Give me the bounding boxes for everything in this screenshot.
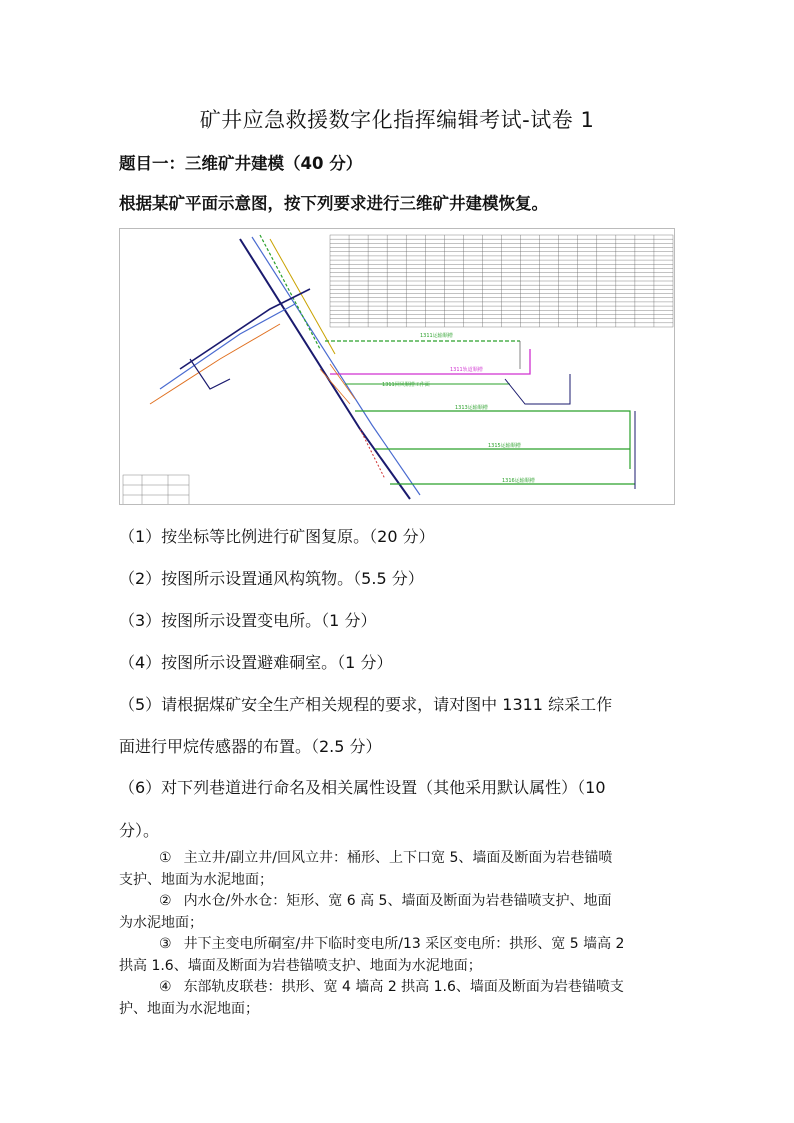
task-item: （5）请根据煤矿安全生产相关规程的要求，请对图中 1311 综采工作 — [119, 695, 613, 714]
task-item: （4）按图所示设置避难硐室。（1 分） — [119, 653, 393, 672]
roadway-label: 1311运输顺槽 — [420, 333, 453, 339]
sub-item-number: ③ — [159, 936, 172, 952]
sub-item-number: ④ — [159, 979, 172, 995]
coordinate-table — [330, 235, 673, 327]
mine-plan-figure — [119, 228, 675, 505]
sub-item-text: 内水仓/外水仓：矩形、宽 6 高 5、墙面及断面为岩巷锚喷支护、地面 — [183, 893, 612, 909]
sub-item-text-continued: 护、地面为水泥地面； — [119, 1001, 259, 1017]
task-item: （3）按图所示设置变电所。（1 分） — [119, 611, 377, 630]
mine-plan-drawing — [120, 229, 675, 505]
sub-item-text-continued: 支护、地面为水泥地面； — [119, 872, 273, 888]
roadway-label: 1315运输顺槽 — [488, 443, 521, 449]
roadway-label: 1313运输顺槽 — [455, 405, 488, 411]
sub-item-number: ② — [159, 893, 172, 909]
task-item: （1）按坐标等比例进行矿图复原。（20 分） — [119, 527, 435, 546]
task-item: 分）。 — [119, 821, 160, 840]
task-item: （2）按图所示设置通风构筑物。（5.5 分） — [119, 569, 424, 588]
roadway-label: 1316运输顺槽 — [502, 478, 535, 484]
sub-item-text: 主立井/副立井/回风立井：桶形、上下口宽 5、墙面及断面为岩巷锚喷 — [183, 850, 613, 866]
question-instruction: 根据某矿平面示意图，按下列要求进行三维矿井建模恢复。 — [119, 194, 548, 213]
sub-item — [119, 847, 679, 891]
sub-item-text-continued: 拱高 1.6、墙面及断面为岩巷锚喷支护、地面为水泥地面； — [119, 958, 482, 974]
task-item: （6）对下列巷道进行命名及相关属性设置（其他采用默认属性）（10 — [119, 778, 606, 797]
sub-item — [119, 976, 679, 1020]
roadway-network — [150, 235, 635, 499]
sub-item-text-continued: 为水泥地面； — [119, 915, 203, 931]
sub-item-text: 东部轨皮联巷：拱形、宽 4 墙高 2 拱高 1.6、墙面及断面为岩巷锚喷支 — [183, 979, 624, 995]
roadway-label: 1311回风顺槽工作面 — [382, 382, 430, 388]
question-heading: 题目一：三维矿井建模（40 分） — [119, 154, 363, 173]
roadway-label: 1311轨道顺槽 — [450, 367, 483, 373]
roadway-labels — [382, 332, 535, 484]
sub-item-number: ① — [159, 850, 172, 866]
sub-item — [119, 890, 679, 934]
legend-table — [123, 475, 189, 505]
sub-item-text: 井下主变电所硐室/井下临时变电所/13 采区变电所：拱形、宽 5 墙高 2 — [183, 936, 625, 952]
task-item: 面进行甲烷传感器的布置。（2.5 分） — [119, 737, 382, 756]
sub-item — [119, 933, 679, 977]
document-title: 矿井应急救援数字化指挥编辑考试-试卷 1 — [199, 108, 595, 132]
